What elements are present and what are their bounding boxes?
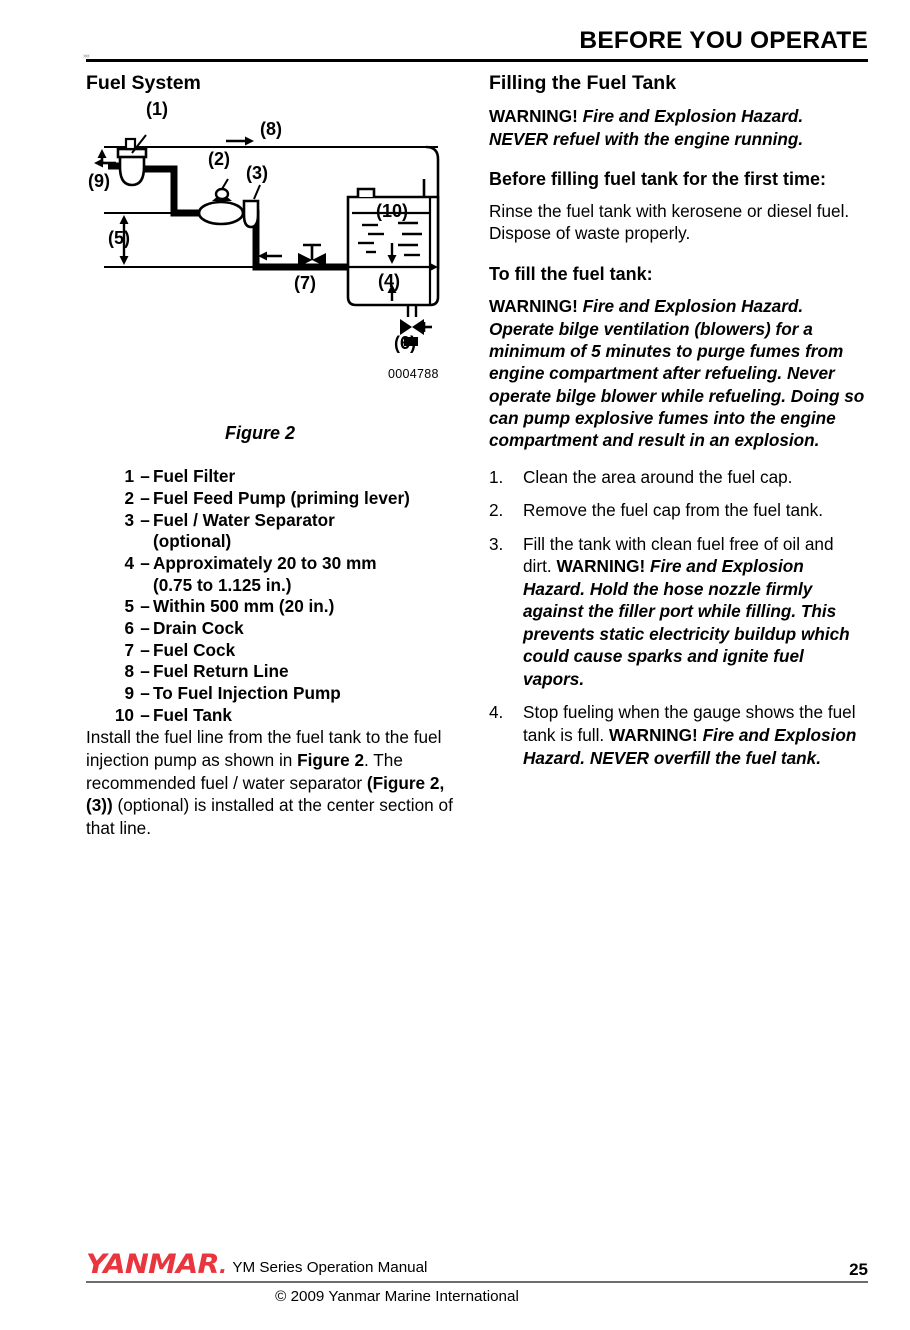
step-warning-lead: WARNING! <box>556 556 651 577</box>
legend-label: Fuel Cock <box>153 639 236 660</box>
legend-dash: – <box>140 466 150 487</box>
figure-legend <box>86 466 456 726</box>
footer-left-group <box>86 1251 427 1278</box>
legend-item <box>86 596 456 618</box>
callout-4: (4) <box>378 271 400 292</box>
filling-fuel-tank-heading: Filling the Fuel Tank <box>489 72 677 94</box>
callout-8: (8) <box>260 119 282 140</box>
legend-label <box>153 510 456 553</box>
right-column <box>489 72 866 780</box>
legend-label: Fuel Filter <box>153 466 236 487</box>
legend-label: Fuel Return Line <box>153 661 289 682</box>
paragraph-bold-figure-item-ref: (Figure 2, (3)) <box>86 772 445 816</box>
legend-number: 7 <box>124 639 134 660</box>
legend-item <box>86 683 456 705</box>
legend-number: 8 <box>124 661 134 682</box>
drawing-number: 0004788 <box>388 367 439 382</box>
legend-item <box>86 618 456 640</box>
legend-item <box>86 466 456 488</box>
callout-2: (2) <box>208 149 230 170</box>
warning-block-2 <box>489 295 866 452</box>
legend-number: 2 <box>124 488 134 509</box>
step-text: Fill the tank with clean fuel free of oil and dirt. <box>523 533 834 577</box>
legend-item <box>86 510 456 553</box>
paragraph-part-3: (optional) is installed at the center section of that line. <box>86 795 453 838</box>
legend-dash: – <box>140 488 150 509</box>
legend-number: 5 <box>124 596 134 617</box>
yanmar-logo-dot: . <box>218 1254 227 1278</box>
before-filling-subheading: Before filling fuel tank for the first time: <box>489 169 827 190</box>
paragraph-part-1: Install the fuel line from the fuel tank to the fuel injection pump as shown in <box>86 727 442 770</box>
page-title: BEFORE YOU OPERATE <box>579 27 868 54</box>
step-warning-body: Fire and Explosion Hazard. NEVER overfill the fuel tank. <box>523 725 857 768</box>
legend-number: 6 <box>124 618 134 639</box>
warning-block-1 <box>489 105 866 150</box>
legend-number: 4 <box>124 553 134 574</box>
legend-item <box>86 661 456 683</box>
legend-dash: – <box>140 596 150 617</box>
legend-item <box>86 488 456 510</box>
legend-label-cont: (optional) <box>153 531 232 552</box>
legend-number: 3 <box>124 509 134 530</box>
step-text: Stop fueling when the gauge shows the fuel tank is full. <box>523 702 856 745</box>
to-fill-subheading: To fill the fuel tank: <box>489 263 653 284</box>
fuel-line-paragraph <box>86 726 456 839</box>
copyright-notice: © 2009 Yanmar Marine International <box>275 1288 519 1305</box>
legend-dash: – <box>140 704 150 725</box>
legend-label-text: Fuel / Water Separator <box>153 509 335 530</box>
rinse-paragraph: Rinse the fuel tank with kerosene or diesel fuel. Dispose of waste properly. <box>489 200 850 244</box>
manual-title: YM Series Operation Manual <box>232 1259 428 1276</box>
legend-item <box>86 705 456 727</box>
figure-caption: Figure 2 <box>224 423 295 444</box>
yanmar-logo <box>86 1251 226 1278</box>
step-text: Remove the fuel cap from the fuel tank. <box>523 500 823 521</box>
page-header <box>83 27 868 62</box>
yanmar-wordmark: YANMAR <box>86 1249 219 1280</box>
legend-label: Drain Cock <box>153 618 244 639</box>
legend-item <box>86 640 456 662</box>
legend-dash: – <box>140 618 150 639</box>
legend-dash: – <box>140 639 150 660</box>
left-column <box>86 72 456 851</box>
footer-divider <box>86 1281 868 1283</box>
fill-steps-list <box>489 466 866 769</box>
step-warning-lead: WARNING! <box>608 725 703 745</box>
legend-label-text: Approximately 20 to 30 mm <box>153 553 377 574</box>
page-number: 25 <box>849 1260 868 1279</box>
step-text: Clean the area around the fuel cap. <box>523 466 793 487</box>
step-number: 1. <box>489 466 504 487</box>
legend-label: Fuel Tank <box>153 704 232 725</box>
legend-label <box>153 553 456 596</box>
warning-body: Fire and Explosion Hazard. NEVER refuel with the engine running. <box>489 106 804 149</box>
warning-lead: WARNING! <box>489 296 583 317</box>
step-number: 3. <box>489 533 504 554</box>
legend-dash: – <box>140 661 150 682</box>
legend-label-cont: (0.75 to 1.125 in.) <box>153 574 292 595</box>
legend-label: Within 500 mm (20 in.) <box>153 596 335 617</box>
warning-lead: WARNING! <box>489 106 583 127</box>
legend-number: 1 <box>124 466 134 487</box>
callout-10: (10) <box>376 201 409 222</box>
legend-item <box>86 553 456 596</box>
step-item <box>489 533 866 691</box>
callout-9: (9) <box>88 171 110 192</box>
legend-dash: – <box>140 553 150 574</box>
legend-dash: – <box>140 683 150 704</box>
paragraph-bold-figure-ref: Figure 2 <box>297 749 365 770</box>
legend-dash: – <box>140 509 150 530</box>
step-item <box>489 701 866 769</box>
legend-label: To Fuel Injection Pump <box>153 683 341 704</box>
legend-number: 9 <box>124 683 134 704</box>
step-item <box>489 499 866 522</box>
callout-5: (5) <box>108 228 130 249</box>
header-tick-mark: »« <box>83 52 89 60</box>
step-number: 4. <box>489 702 504 723</box>
callout-3: (3) <box>246 163 268 184</box>
header-divider <box>83 52 868 62</box>
legend-number: 10 <box>114 704 134 725</box>
fuel-system-heading: Fuel System <box>86 72 201 94</box>
callout-7: (7) <box>294 273 316 294</box>
step-warning-body: Fire and Explosion Hazard. Hold the hose nozzle firmly against the filler port while filling. This prevents static electricity buildup which could cause sparks and ignite fuel vapors. <box>523 556 850 689</box>
legend-label: Fuel Feed Pump (priming lever) <box>153 488 410 509</box>
step-item <box>489 466 866 489</box>
step-number: 2. <box>489 500 504 521</box>
callout-6: (6) <box>394 333 416 354</box>
warning-body: Fire and Explosion Hazard. Operate bilge ventilation (blowers) for a minimum of 5 minutes to purge fumes from engine compartment after refueling. Never operate bilge blower while refueling. Doing so can pump explosive fumes into the engine compartment and result in an explosion. <box>489 296 865 451</box>
figure-2 <box>86 101 456 421</box>
footer-row <box>86 1248 868 1278</box>
callout-1: (1) <box>146 99 168 120</box>
paragraph-part-2: . The recommended fuel / water separator <box>86 749 403 793</box>
page-footer <box>86 1248 868 1305</box>
